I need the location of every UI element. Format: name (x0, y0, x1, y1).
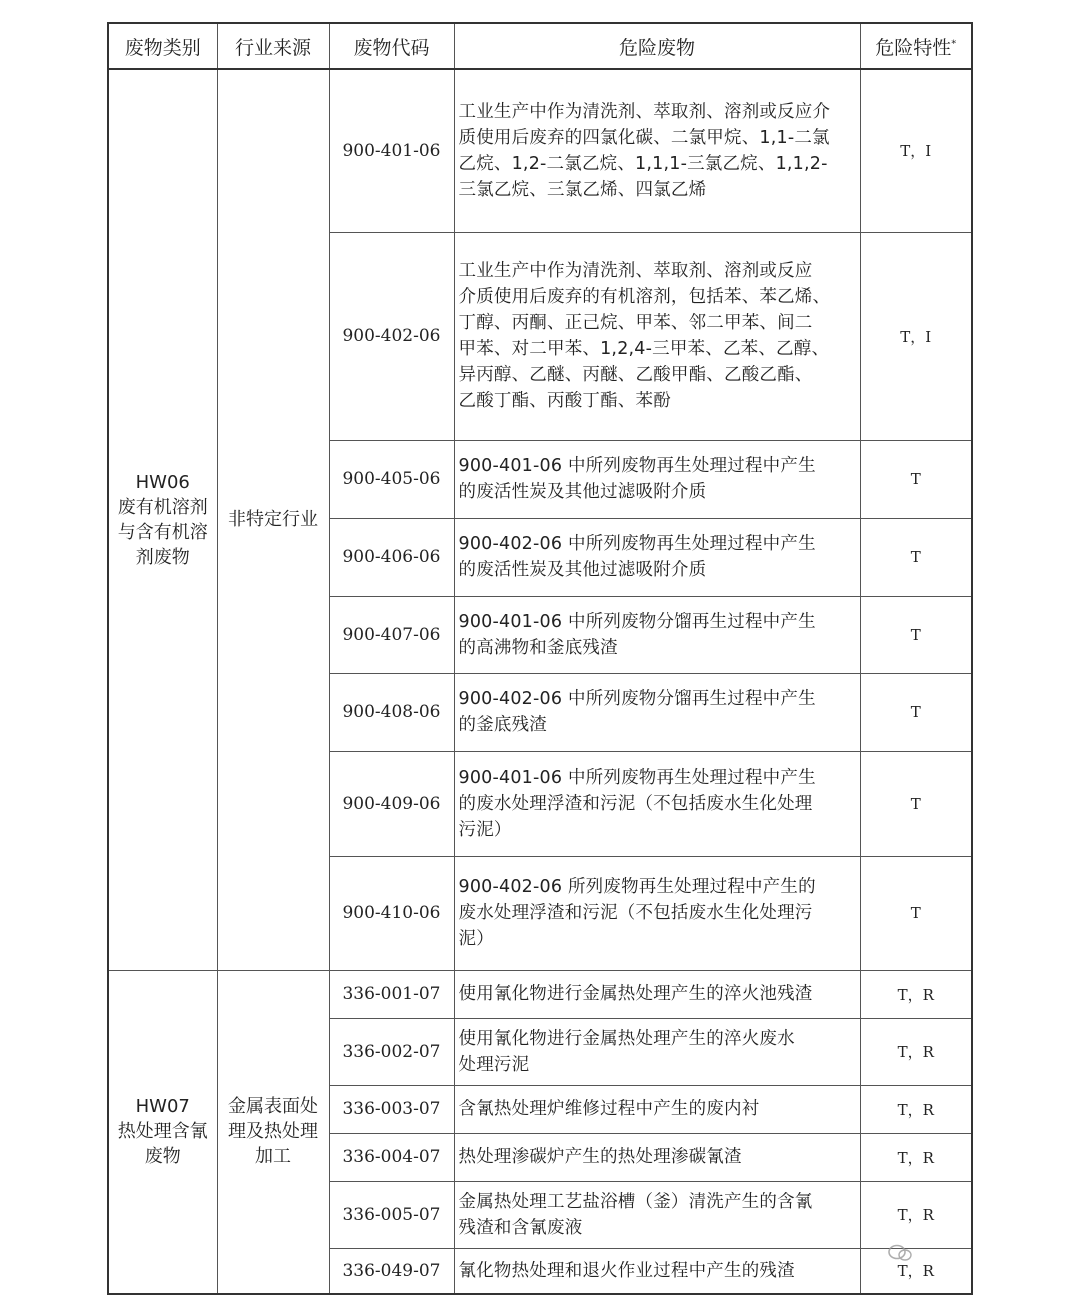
description-line: 热处理渗碳炉产生的热处理渗碳氰渣 (458, 1147, 742, 1167)
description-line: 工业生产中作为清洗剂、萃取剂、溶剂或反应 (458, 261, 813, 281)
description-line: 残渣和含氰废液 (458, 1217, 583, 1238)
waste-description-cell (454, 440, 860, 518)
header-waste: 危险废物 (454, 23, 860, 69)
waste-code-cell: 336-004-07 (329, 1133, 454, 1181)
description-line: 异丙醇、乙醚、丙醚、乙酸甲酯、乙酸乙酯、 (458, 365, 813, 385)
description-line: 900-402-06 中所列废物再生处理过程中产生 (458, 534, 816, 554)
industry-text: 理及热处理 (228, 1121, 318, 1143)
waste-code-cell: 900-407-06 (329, 596, 454, 673)
description-line: 甲苯、对二甲苯、1,2,4-三甲苯、乙苯、乙醇、 (458, 339, 830, 359)
description-line: 处理污泥 (458, 1054, 530, 1075)
waste-code-cell: 336-001-07 (329, 970, 454, 1018)
waste-description-cell (454, 673, 860, 751)
header-hazard (860, 23, 972, 69)
waste-description-cell (454, 1018, 860, 1085)
waste-description-cell (454, 1085, 860, 1133)
description-line: 900-401-06 中所列废物分馏再生过程中产生 (458, 611, 816, 632)
header-hazard-mark: * (951, 38, 957, 50)
header-code: 废物代码 (329, 23, 454, 69)
hazard-property-cell: T (860, 751, 972, 856)
description-line: 泥） (458, 929, 494, 949)
description-line: 质使用后废弃的四氯化碳、二氯甲烷、1,1-二氯 (458, 127, 830, 148)
description-line: 废水处理浮渣和污泥（不包括废水生化处理污 (458, 903, 813, 923)
industry-text: 非特定行业 (228, 509, 318, 531)
table-row (108, 970, 972, 1018)
hazard-property-cell: T (860, 856, 972, 970)
header-industry: 行业来源 (217, 23, 329, 69)
waste-code-cell: 336-003-07 (329, 1085, 454, 1133)
hazard-property-cell: T (860, 596, 972, 673)
header-category: 废物类别 (108, 23, 217, 69)
waste-description-cell (454, 1133, 860, 1181)
hazard-property-cell: T，R (860, 1133, 972, 1181)
waste-code-cell: 900-405-06 (329, 440, 454, 518)
description-line: 介质使用后废弃的有机溶剂，包括苯、苯乙烯、 (458, 287, 831, 307)
description-line: 的釜底残渣 (458, 715, 547, 735)
description-line: 的废水处理浮渣和污泥（不包括废水生化处理 (458, 793, 813, 814)
description-line: 的废活性炭及其他过滤吸附介质 (458, 482, 707, 502)
waste-description-cell (454, 232, 860, 440)
description-line: 使用氰化物进行金属热处理产生的淬火池残渣 (458, 984, 813, 1004)
hazardous-waste-table (107, 22, 973, 1295)
description-line: 乙酸丁酯、丙酸丁酯、苯酚 (458, 391, 671, 411)
industry-source-cell (217, 970, 329, 1294)
waste-code-cell: 900-402-06 (329, 232, 454, 440)
hazard-property-cell: T (860, 518, 972, 596)
waste-code-cell: 900-401-06 (329, 69, 454, 232)
chat-bubble-icon (888, 1244, 912, 1262)
category-text: HW07 (135, 1096, 190, 1118)
hazard-property-cell: T (860, 440, 972, 518)
description-line: 的高沸物和釜底残渣 (458, 637, 618, 658)
description-line: 丁醇、丙酮、正己烷、甲苯、邻二甲苯、间二 (458, 313, 813, 333)
waste-description-cell (454, 518, 860, 596)
hazard-property-cell: T，R (860, 1018, 972, 1085)
category-text: HW06 (135, 471, 190, 493)
header-hazard-label: 危险特性 (875, 36, 952, 59)
description-line: 氰化物热处理和退火作业过程中产生的残渣 (458, 1260, 795, 1281)
watermark-logo (888, 1242, 912, 1263)
category-text: 剂废物 (135, 546, 190, 568)
hazard-property-cell: T (860, 673, 972, 751)
description-line: 使用氰化物进行金属热处理产生的淬火废水 (458, 1028, 795, 1049)
description-line: 污泥） (458, 819, 512, 840)
industry-text: 金属表面处 (228, 1096, 318, 1118)
waste-description-cell (454, 970, 860, 1018)
description-line: 三氯乙烷、三氯乙烯、四氯乙烯 (458, 179, 707, 200)
waste-description-cell (454, 751, 860, 856)
hazard-property-cell: T，R (860, 1248, 972, 1294)
waste-category-cell (108, 970, 217, 1294)
waste-category-cell (108, 69, 217, 970)
description-line: 900-401-06 中所列废物再生处理过程中产生 (458, 456, 816, 476)
description-line: 含氰热处理炉维修过程中产生的废内衬 (458, 1099, 760, 1119)
waste-description-cell (454, 856, 860, 970)
description-line: 900-402-06 中所列废物分馏再生过程中产生 (458, 689, 816, 709)
waste-description-cell (454, 1181, 860, 1248)
hazard-property-cell: T，I (860, 69, 972, 232)
waste-description-cell (454, 69, 860, 232)
hazard-property-cell: T，I (860, 232, 972, 440)
description-line: 乙烷、1,2-二氯乙烷、1,1,1-三氯乙烷、1,1,2- (458, 153, 828, 174)
hazard-property-cell: T，R (860, 1181, 972, 1248)
category-text: 与含有机溶 (117, 521, 208, 543)
waste-code-cell: 900-409-06 (329, 751, 454, 856)
table-header-row (108, 23, 972, 69)
waste-code-cell: 900-410-06 (329, 856, 454, 970)
hazard-property-cell: T，R (860, 1085, 972, 1133)
table-row (108, 69, 972, 232)
waste-code-cell: 900-408-06 (329, 673, 454, 751)
category-text: 废有机溶剂 (117, 496, 208, 518)
waste-code-cell: 336-005-07 (329, 1181, 454, 1248)
description-line: 的废活性炭及其他过滤吸附介质 (458, 560, 707, 580)
waste-description-cell (454, 596, 860, 673)
description-line: 900-402-06 所列废物再生处理过程中产生的 (458, 877, 816, 897)
industry-text: 加工 (255, 1146, 291, 1168)
waste-code-cell: 336-002-07 (329, 1018, 454, 1085)
description-line: 工业生产中作为清洗剂、萃取剂、溶剂或反应介 (458, 101, 831, 122)
table-body (108, 69, 972, 1294)
waste-code-cell: 336-049-07 (329, 1248, 454, 1294)
category-text: 废物 (144, 1146, 181, 1168)
industry-source-cell (217, 69, 329, 970)
description-line: 金属热处理工艺盐浴槽（釜）清洗产生的含氰 (458, 1191, 813, 1212)
description-line: 900-401-06 中所列废物再生处理过程中产生 (458, 767, 816, 788)
waste-code-cell: 900-406-06 (329, 518, 454, 596)
waste-description-cell (454, 1248, 860, 1294)
hazard-property-cell: T，R (860, 970, 972, 1018)
category-text: 热处理含氰 (117, 1121, 208, 1143)
